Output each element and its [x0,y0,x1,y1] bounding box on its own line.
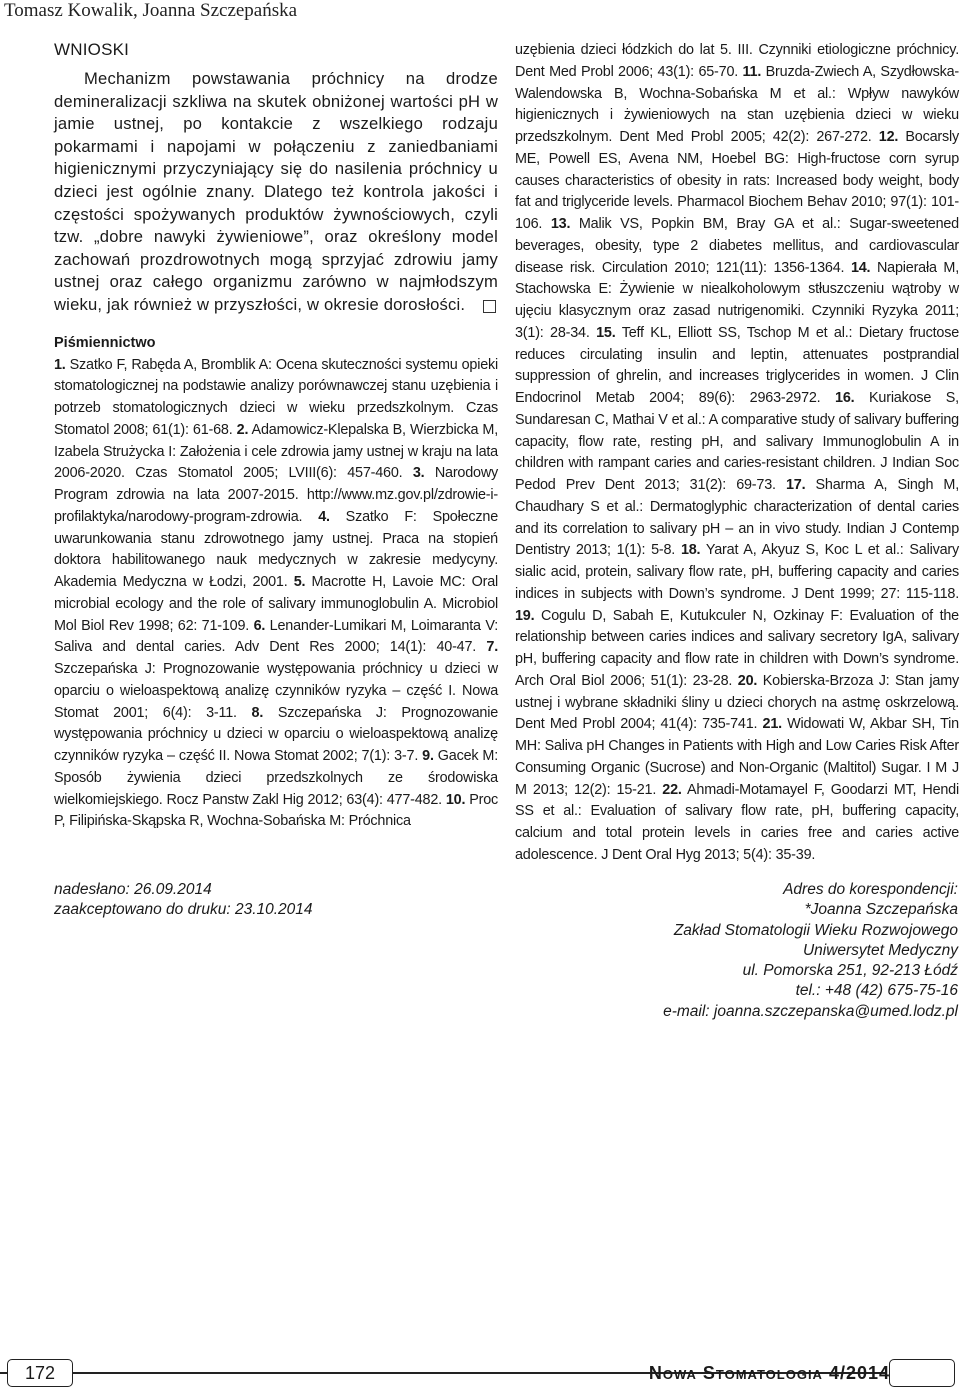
reference-number: 12. [878,129,899,145]
end-of-article-square-icon [483,300,496,313]
address-street: ul. Pomorska 251, 92-213 Łódź [742,962,958,980]
reference-text: Adamowicz-Klepalska B, Wierzbicka M, Izabela Strużycka I: Założenia i cele zdrowia jamy ustnej w kraju na lata 2006-2020. Czas Stomatol 2005; LVIII(6): 457-460. [54,421,498,482]
accepted-date: zaakceptowano do druku: 23.10.2014 [54,901,313,918]
right-column [515,40,959,867]
reference-text: Yarat A, Akyuz S, Koc L et al.: Salivary sialic acid, protein, salivary flow rate, pH, buffering capacity and caries indices in subjects with Down’s syndrome. J Dent 1999; 27: 115-118. [515,542,959,602]
reference-number: 22. [662,781,682,798]
reference-text: Bruzda-Zwiech A, Szydłowska-Walendowska B, Wochna-Sobańska M et al.: Wpływ nawyków higienicznych i żywieniowych na stan uzębienia dzieci w wieku przedszkolnym. Dent Med Probl 2005; 42(2): 267-272. [515,63,959,145]
reference-number: 1. [54,356,66,373]
reference-text: Kuriakose S, Sundaresan C, Mathai V et al.: A comparative study of salivary buffering capacity, flow rate, resting pH, and salivary Immunoglobulin A in children with rampant caries and caries-resistant children. J Indian Soc Pedod Prev Dent 2013; 31(2): 69-73. [515,390,959,493]
reference-text: Proc P, Filipińska-Skąpska R, Wochna-Sobańska M: Próchnica [54,791,498,830]
address-name: *Joanna Szczepańska [804,901,958,919]
reference-number: 8. [251,704,264,721]
reference-text: Ahmadi-Motamayel F, Goodarzi MT, Hendi SS et al.: Evaluation of salivary flow rate, pH, buffering capacity, calcium and total protein levels in caries free and caries active adolescence. J Dent Oral Hyg 2013; 5(4): 35-39. [515,781,959,863]
correspondence-address [538,880,958,1022]
references-heading: Piśmiennictwo [54,334,156,351]
reference-text: Szczepańska J: Prognozowanie występowania próchnicy u dzieci w oparciu o wieloaspektową analizę czynników ryzyka – część I. Nowa Stomat 2001; 6(4): 3-11. [54,661,498,721]
references-list-right [515,40,959,867]
address-department: Zakład Stomatologii Wieku Rozwojowego [673,921,958,939]
reference-number: 5. [293,574,306,591]
reference-number: 10. [445,791,466,808]
reference-text: Teff KL, Elliott SS, Tschop M et al.: Dietary fructose reduces circulating insulin and leptin, attenuates postprandial suppression of ghrelin, and increases triglycerides in women. J Clin Endocrinol Metab 2004; 89(6): 2963-2972. [515,324,959,406]
reference-number: 6. [253,617,266,634]
reference-text: Kobierska-Brzoza J: Stan jamy ustnej i wybrane składniki śliny u dzieci chorych na astmę oskrzelową. Dent Med Probl 2004; 41(4): 735-741. [515,672,960,733]
reference-text: uzębienia dzieci łódzkich do lat 5. III. Czynniki etiologiczne próchnicy. Dent Med Probl 2006; 43(1): 65-70. [515,42,959,80]
reference-text: Szatko F, Rabęda A, Bromblik A: Ocena skuteczności systemu opieki stomatologicznej na podstawie analizy porównawczej stanu uzębienia i potrzeb stomatologicznych dzieci w wieku przedszkolnym. Czas Stomatol 2008; 61(1): 61-68. [54,356,498,438]
conclusions-heading: WNIOSKI [54,40,130,59]
reference-number: 21. [762,716,782,733]
reference-number: 19. [515,607,535,624]
left-column [54,40,498,833]
article-dates [54,880,313,920]
reference-number: 20. [737,672,758,689]
reference-number: 9. [422,748,434,765]
reference-text: Szatko F: Społeczne uwarunkowania stanu zdrowotnego jamy ustnej. Praca na stopień doktora habilitowanego nauk medycznych w zakresie medycyny. Akademia Medyczna w Łodzi, 2001. [54,508,498,591]
reference-text: Gacek M: Sposób żywienia dzieci przedszkolnych ze środowiska wielkomiejskiego. Rocz Panstw Zakl Hig 2012; 63(4): 477-482. [54,748,498,808]
reference-number: 17. [785,477,806,493]
conclusions-text: Mechanizm powstawania próchnicy na drodze demineralizacji szkliwa na skutek obniżonej wartości pH w jamie ustnej, po kontakcie z wszelkiego rodzaju pokarmami i napojami w połączeniu z zaniedbaniami higienicznymi przyczyniający się do nasilenia próchnicy u dzieci jest ogólnie znany. Dlatego też kontrola jakości i częstości spożywanych produktów żywnościowych, czyli tzw. „dobre nawyki żywieniowe”, oraz określony model zachowań prozdrowotnych mogą sprzyjać zdrowiu jamy ustnej oraz całego organizmu zarówno w najmłodszym wieku, jak również w przyszłości, w okresie dorosłości. [54,69,498,314]
references-list-left [54,355,498,834]
reference-number: 15. [596,324,616,341]
reference-number: 2. [236,421,249,438]
reference-text: Napierała M, Stachowska E: Żywienie w niealkoholowym stłuszczeniu wątroby w ujęciu klasycznym oraz zasad nutrigenomiki. Czynniki Ryzyka 2011; 3(1): 28-34. [515,259,959,341]
reference-number: 3. [412,465,425,482]
reference-number: 4. [318,508,330,525]
reference-text: Szczepańska J: Prognozowanie występowania próchnicy u dzieci w oparciu o wieloaspektową analizę czynników ryzyka – część II. Nowa Stomat 2002; 7(1): 3-7. [54,704,498,765]
address-label: Adres do korespondencji: [783,881,958,898]
conclusions-paragraph [54,68,498,317]
reference-number: 16. [835,390,855,406]
reference-number: 7. [486,639,498,656]
received-date: nadesłano: 26.09.2014 [54,881,212,898]
address-university: Uniwersytet Medyczny [802,941,958,959]
reference-text: Widowati W, Akbar SH, Tin MH: Saliva pH Changes in Patients with High and Low Caries Risk After Consuming Organic (Sucrose) and Non-Organic (Maltitol) Sugar. I M J M 2013; 12(2): 15-21. [515,716,959,798]
address-phone: tel.: +48 (42) 675-75-16 [795,982,958,1000]
reference-number: 14. [850,259,871,276]
page-number: 172 [7,1359,73,1387]
reference-text: Macrotte H, Lavoie MC: Oral microbial ecology and the role of salivary immunoglobulin A. Microbiol Mol Biol Rev 1998; 62: 71-109. [54,574,498,634]
reference-text: Lenander-Lumikari M, Loimaranta V: Saliva and dental caries. Adv Dent Res 2000; 14(1): 40-47. [54,617,498,656]
address-email: e-mail: joanna.szczepanska@umed.lodz.pl [663,1002,958,1020]
reference-text: Cogulu D, Sabah E, Kutukculer N, Ozkinay F: Evaluation of the relationship between caries indices and salivary secretory IgA, salivary pH, buffering capacity and flow rate in children with Down’s syndrome. Arch Oral Biol 2006; 51(1): 23-28. [515,607,959,689]
reference-number: 13. [550,216,571,232]
reference-text: Sharma A, Singh M, Chaudhary S et al.: Dermatoglyphic characterization of dental caries and its correlation to salivary pH – an in vivo study. Indian J Contemp Dentistry 2013; 1(1): 5-8. [515,477,959,559]
reference-number: 11. [742,63,762,80]
reference-text: Bocarsly ME, Powell ES, Avena NM, Hoebel BG: High-fructose corn syrup causes characteristics of obesity in rats: Increased body weight, body fat and triglyceride levels. Pharmacol Biochem Behav 2010; 97(1): 101-106. [515,129,959,232]
footer-end-box [889,1359,955,1387]
journal-name: Nowa Stomatologia 4/2014 [648,1363,890,1383]
reference-number: 18. [680,542,701,559]
reference-text: Malik VS, Popkin BM, Bray GA et al.: Sugar-sweetened beverages, obesity, type 2 diabetes mellitus, and cardiovascular disease risk. Circulation 2010; 121(11): 1356-1364. [515,216,959,276]
reference-text: Narodowy Program zdrowia na lata 2007-2015. http://www.mz.gov.pl/zdrowie-i-profilaktyka/narodowy-program-zdrowia. [54,465,499,525]
running-header-authors: Tomasz Kowalik, Joanna Szczepańska [4,0,298,21]
